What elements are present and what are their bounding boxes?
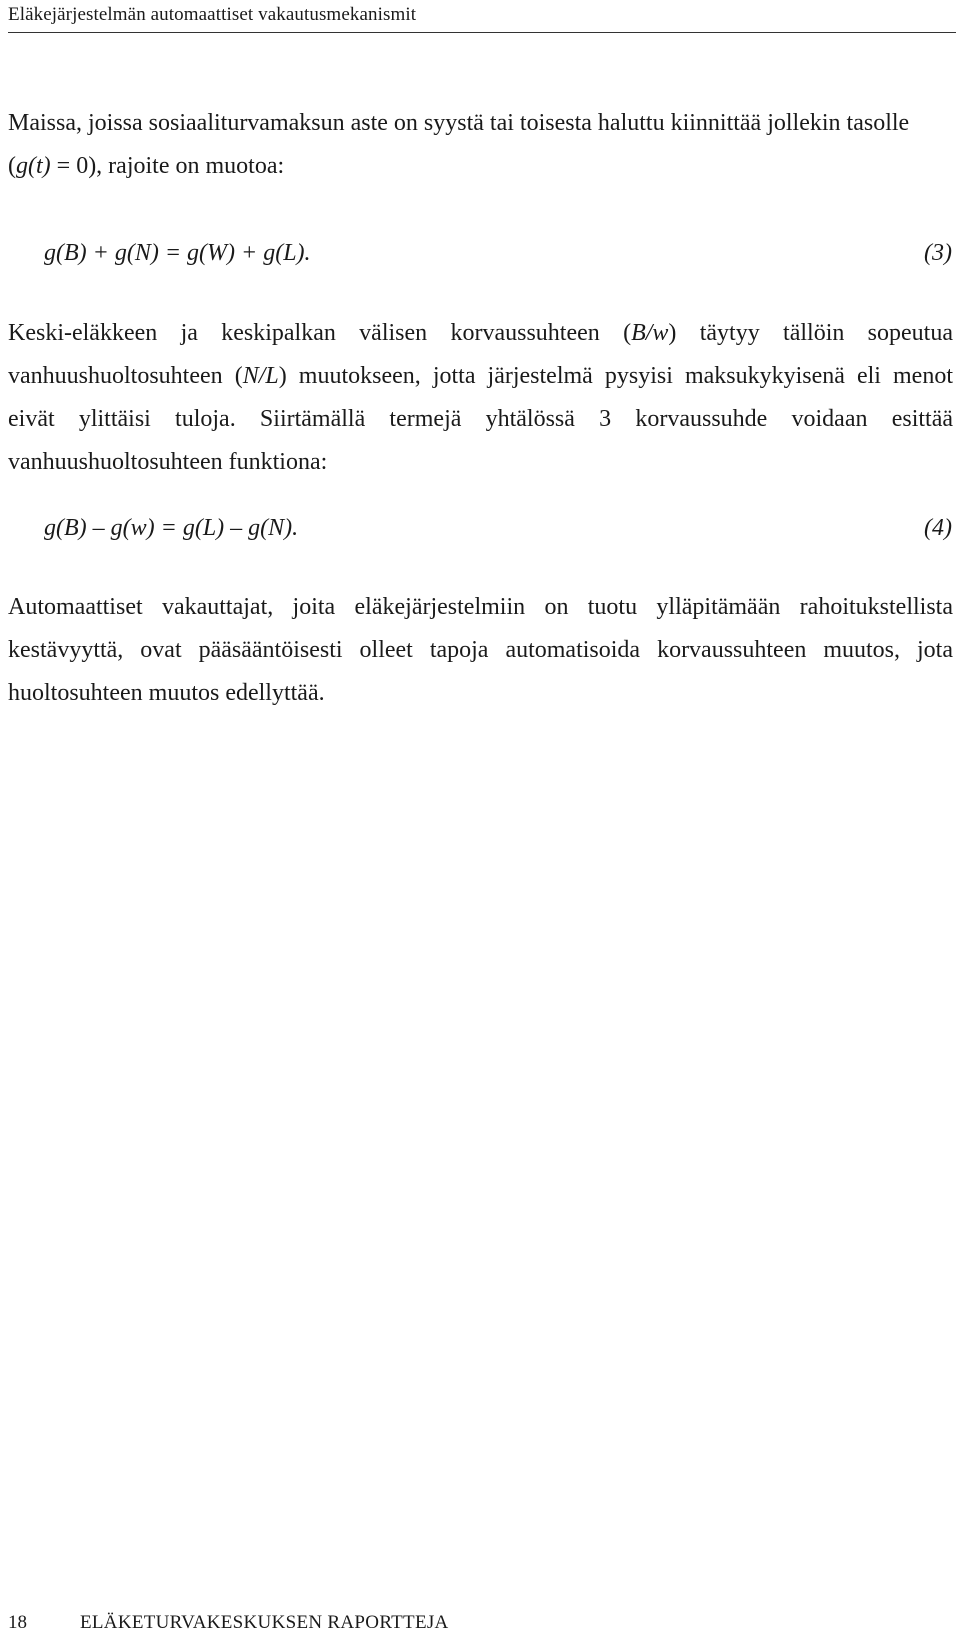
paragraph-intro-italic: g(t) bbox=[16, 153, 51, 179]
page-number: 18 bbox=[8, 1612, 27, 1633]
paragraph-2-italic-1: B/w bbox=[631, 320, 669, 346]
paragraph-intro bbox=[8, 102, 953, 188]
paragraph-intro-text-1: Maissa, joissa sosiaaliturvamaksun aste on syystä tai toisesta haluttu kiinnittää jollekin tasolle ( bbox=[8, 110, 910, 179]
paragraph-stabilizers: Automaattiset vakauttajat, joita eläkejärjestelmiin on tuotu ylläpitämään rahoitukstellista kestävyyttä, ovat pääsääntöisesti olleet tapoja automatisoida korvaussuhteen muutos, jota huoltosuhteen muutos edellyttää. bbox=[8, 594, 953, 706]
equation-4-number: (4) bbox=[924, 515, 952, 541]
running-header: Eläkejärjestelmän automaattiset vakautusmekanismit bbox=[8, 4, 417, 25]
paragraph-replacement-ratio bbox=[8, 312, 953, 484]
paragraph-2-italic-2: N/L bbox=[242, 363, 279, 389]
equation-4-expression: g(B) – g(w) = g(L) – g(N). bbox=[44, 515, 299, 541]
equation-3 bbox=[44, 238, 952, 268]
series-title: ELÄKETURVAKESKUKSEN RAPORTTEJA bbox=[80, 1612, 449, 1633]
paragraph-intro-text-2: = 0), rajoite on muotoa: bbox=[50, 153, 285, 179]
paragraph-2-text-3: ) muutokseen, jotta järjestelmä pysyisi maksukykyisenä eli menot eivät ylittäisi tuloja. Siirtämällä termejä yhtälössä 3 korvaussuhde voidaan esittää vanhuushuoltosuhteen funktiona: bbox=[8, 363, 954, 475]
equation-4 bbox=[44, 513, 952, 543]
equation-3-expression: g(B) + g(N) = g(W) + g(L). bbox=[44, 240, 311, 266]
equation-3-number: (3) bbox=[924, 240, 952, 266]
header-rule bbox=[8, 32, 956, 33]
paragraph-2-text-2: ) täytyy tällöin sopeutua vanhuushuoltosuhteen ( bbox=[8, 320, 953, 389]
paragraph-2-text-1: Keski-eläkkeen ja keskipalkan välisen korvaussuhteen ( bbox=[8, 320, 632, 346]
